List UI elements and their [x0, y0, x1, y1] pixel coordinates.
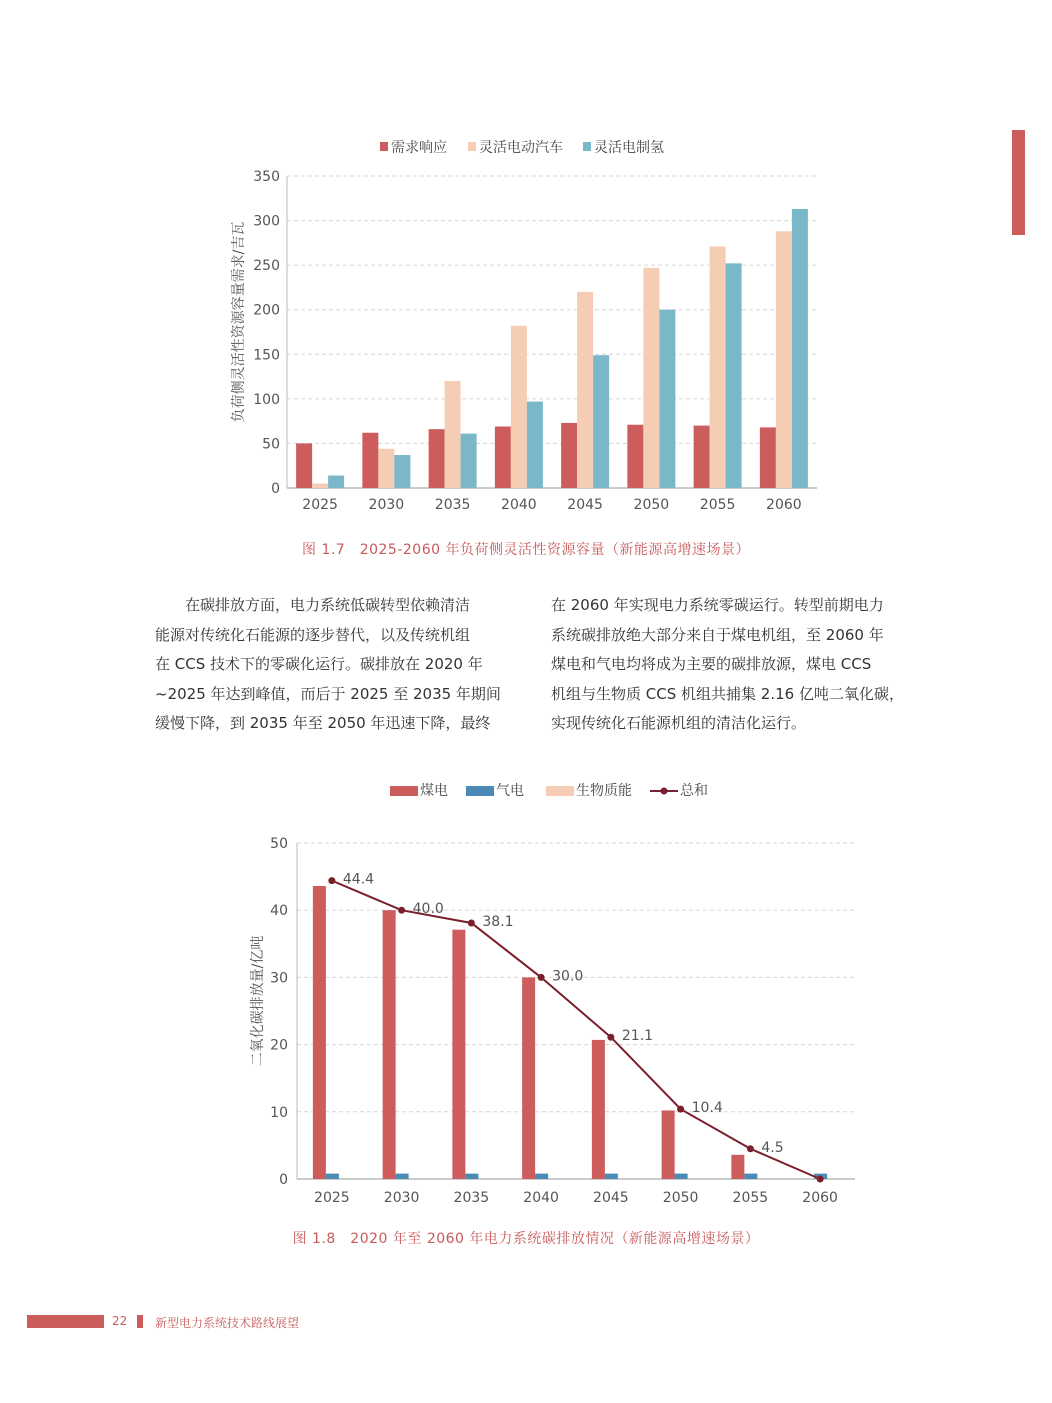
body-line: 实现传统化石能源机组的清洁化运行。 — [551, 714, 807, 732]
y-tick-label: 100 — [253, 391, 280, 408]
body-line: 缓慢下降，到 2035 年至 2050 年迅速下降，最终 — [155, 714, 491, 732]
bar-气电 — [326, 1174, 339, 1179]
y-tick-label: 350 — [253, 169, 280, 185]
body-line: 在碳排放方面，电力系统低碳转型依赖清洁 — [185, 596, 471, 614]
data-label: 40.0 — [412, 901, 444, 918]
legend-label: 生物质能 — [576, 783, 632, 799]
y-tick-label: 0 — [271, 481, 280, 497]
x-tick-label: 2050 — [662, 1190, 699, 1206]
footer-bar — [27, 1315, 104, 1328]
x-tick-label: 2055 — [732, 1190, 769, 1206]
legend-swatch-marker — [661, 788, 668, 795]
y-tick-label: 10 — [270, 1104, 288, 1121]
series-line-总和 — [332, 881, 820, 1179]
bar-煤电 — [731, 1155, 744, 1179]
data-label: 21.1 — [621, 1028, 654, 1045]
y-tick-label: 150 — [253, 347, 280, 364]
bar-煤电 — [662, 1110, 675, 1179]
bar-煤电 — [592, 1040, 605, 1179]
x-tick-label: 2060 — [766, 497, 802, 513]
y-tick-label: 20 — [270, 1037, 288, 1054]
body-line: 能源对传统化石能源的逐步替代，以及传统机组 — [155, 625, 471, 644]
x-tick-label: 2055 — [699, 497, 736, 513]
legend-label: 灵活电制氢 — [594, 140, 664, 156]
body-line: 在 CCS 技术下的零碳化运行。碳排放在 2020 年 — [155, 655, 483, 673]
bar-气电 — [744, 1174, 757, 1179]
x-tick-label: 2045 — [567, 497, 603, 513]
line-point — [747, 1145, 754, 1152]
y-tick-label: 250 — [253, 258, 280, 275]
bar-煤电 — [313, 886, 326, 1179]
bar-气电 — [605, 1174, 618, 1179]
legend-label: 需求响应 — [391, 140, 447, 156]
footer-marker — [137, 1315, 143, 1328]
x-tick-label: 2030 — [383, 1190, 420, 1206]
data-label: 10.4 — [691, 1100, 723, 1117]
x-tick-label: 2045 — [593, 1190, 629, 1206]
body-line: 系统碳排放绝大部分来自于煤电机组，至 2060 年 — [551, 625, 884, 644]
y-axis-title: 负荷侧灵活性资源容量需求/吉瓦 — [231, 221, 247, 423]
legend-swatch-气电 — [466, 786, 494, 796]
data-label: 44.4 — [342, 871, 375, 888]
x-tick-label: 2040 — [501, 497, 537, 513]
x-tick-label: 2050 — [633, 497, 670, 513]
y-tick-label: 300 — [253, 213, 280, 230]
figure-1-7-caption: 图 1.7 2025-2060 年负荷侧灵活性资源容量（新能源高增速场景） — [302, 542, 750, 558]
line-point — [468, 919, 475, 926]
line-point — [328, 877, 335, 884]
line-point — [607, 1034, 614, 1041]
bar-气电 — [675, 1174, 688, 1179]
body-line: ~2025 年达到峰值，而后于 2025 至 2035 年期间 — [155, 684, 501, 703]
y-tick-label: 50 — [270, 836, 288, 852]
x-tick-label: 2060 — [802, 1190, 838, 1206]
y-axis-title: 二氧化碳排放量/亿吨 — [250, 935, 266, 1067]
body-line: 机组与生物质 CCS 机组共捕集 2.16 亿吨二氧化碳， — [551, 684, 904, 703]
bar-煤电 — [522, 977, 535, 1179]
bar-气电 — [465, 1174, 478, 1179]
y-tick-label: 50 — [262, 436, 280, 453]
bar-煤电 — [452, 930, 465, 1179]
data-label: 30.0 — [552, 968, 584, 985]
line-point — [538, 974, 545, 981]
data-label: 38.1 — [482, 913, 514, 930]
legend-swatch-煤电 — [390, 786, 418, 796]
x-tick-label: 2035 — [453, 1190, 490, 1206]
legend-label: 灵活电动汽车 — [479, 140, 563, 156]
line-point — [398, 907, 405, 914]
legend-label: 气电 — [496, 783, 524, 799]
y-tick-label: 40 — [270, 903, 288, 920]
legend-label: 总和 — [680, 783, 708, 799]
legend-label: 煤电 — [420, 783, 448, 799]
page-number: 22 — [112, 1314, 128, 1328]
figure-1-8-caption: 图 1.8 2020 年至 2060 年电力系统碳排放情况（新能源高增速场景） — [292, 1231, 760, 1247]
x-tick-label: 2040 — [523, 1190, 559, 1206]
x-tick-label: 2030 — [368, 497, 405, 513]
y-tick-label: 200 — [253, 302, 280, 319]
data-label: 4.5 — [761, 1139, 784, 1156]
legend-swatch-生物质能 — [546, 786, 574, 796]
bar-气电 — [396, 1174, 409, 1179]
x-tick-label: 2025 — [314, 1190, 350, 1206]
body-line: 在 2060 年实现电力系统零碳运行。转型前期电力 — [551, 596, 884, 614]
y-tick-label: 30 — [270, 970, 288, 987]
x-tick-label: 2025 — [302, 497, 338, 513]
x-tick-label: 2035 — [434, 497, 471, 513]
y-tick-label: 0 — [279, 1172, 288, 1188]
footer-book-title: 新型电力系统技术路线展望 — [155, 1316, 300, 1330]
line-point — [817, 1176, 824, 1183]
bar-气电 — [535, 1174, 548, 1179]
bar-煤电 — [383, 910, 396, 1179]
body-line: 煤电和气电均将成为主要的碳排放源，煤电 CCS — [551, 655, 872, 673]
line-point — [677, 1106, 684, 1113]
